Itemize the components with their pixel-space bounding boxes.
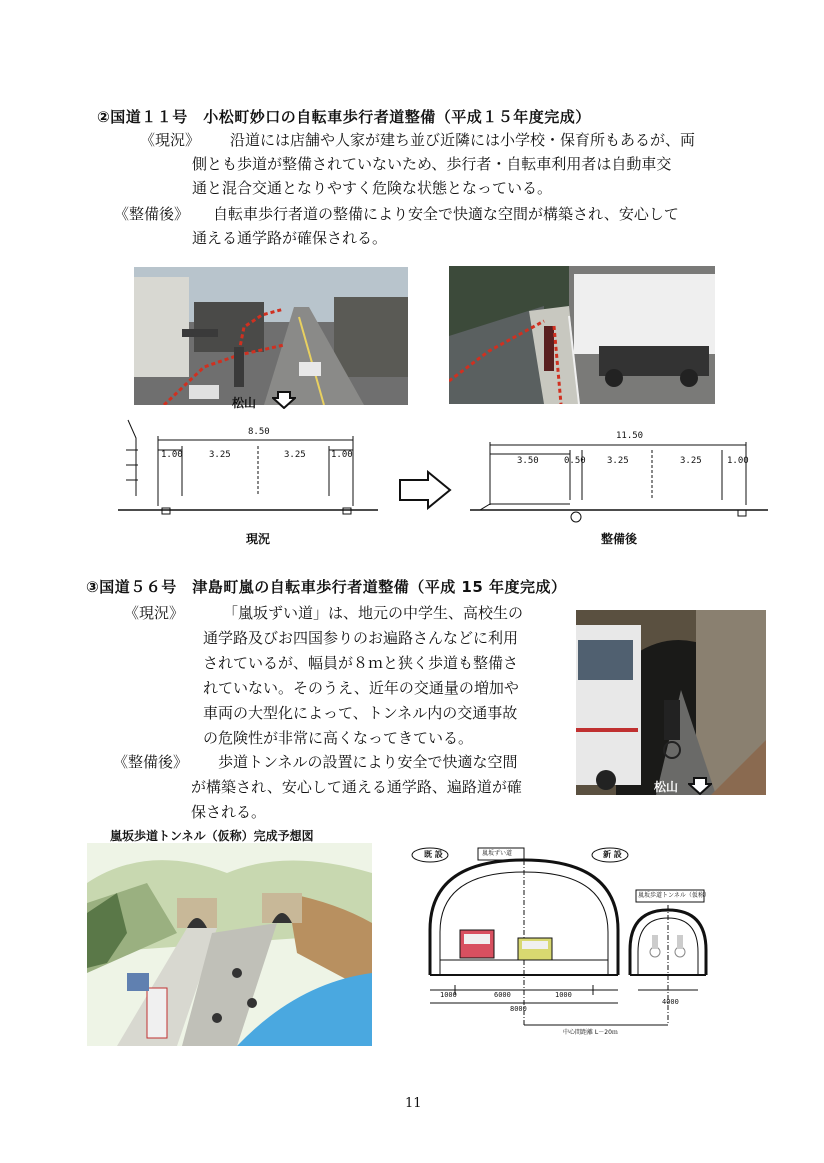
section2-current-line1: 沿道には店舗や人家が建ち並び近隣には小学校・保育所もあるが、両: [230, 131, 696, 149]
center-distance: 中心間距離 L－20ｍ: [563, 1029, 618, 1036]
section3-after-line2: が構築され、安心して通える通学路、遍路道が確: [191, 778, 522, 796]
section3-title: ③国道５６号 津島町嵐の自転車歩行者道整備（平成 15 年度完成）: [86, 578, 567, 596]
section3-current-line1: 「嵐坂ずい道」は、地元の中学生、高校生の: [223, 604, 524, 622]
current-width-4: 1.00: [331, 450, 353, 460]
section2-after-label: 《整備後》: [114, 205, 190, 223]
after-width-1: 3.50: [517, 456, 539, 466]
tunnel-illustration: [87, 843, 372, 1046]
existing-total: 8000: [510, 1005, 527, 1013]
page-number: 11: [405, 1096, 422, 1111]
existing-dim-1: 1000: [440, 991, 457, 999]
tunnel-cross-section-diagram: [400, 840, 735, 1045]
current-width-3: 3.25: [284, 450, 306, 460]
existing-dim-2: 6000: [494, 991, 511, 999]
after-road-photo: [449, 266, 715, 404]
after-width-4: 3.25: [680, 456, 702, 466]
section3-current-line3: されているが、幅員が８ｍと狭く歩道も整備さ: [203, 654, 519, 672]
existing-tunnel-name: 嵐坂ずい道: [482, 850, 513, 857]
after-cross-section-diagram: [470, 430, 770, 530]
direction-label-1: 松山: [232, 396, 257, 410]
section2-current-label: 《現況》: [140, 131, 201, 149]
current-width-2: 3.25: [209, 450, 231, 460]
section2-after-line1: 自転車歩行者道の整備により安全で快適な空間が構築され、安心して: [213, 205, 679, 223]
after-width-3: 3.25: [607, 456, 629, 466]
tunnel-photo: [576, 610, 766, 795]
section3-current-label: 《現況》: [124, 604, 185, 622]
after-width-5: 1.00: [727, 456, 749, 466]
section3-current-line5: 車両の大型化によって、トンネル内の交通事故: [203, 704, 518, 722]
section2-current-line3: 通と混合交通となりやすく危険な状態となっている。: [192, 179, 553, 197]
section3-after-line1: 歩道トンネルの設置により安全で快適な空間: [218, 753, 518, 771]
section3-after-label: 《整備後》: [113, 753, 189, 771]
arrow-down-icon-2: [688, 777, 712, 799]
existing-dim-3: 1000: [555, 991, 572, 999]
section2-title: ②国道１１号 小松町妙口の自転車歩行者道整備（平成１５年度完成）: [97, 108, 591, 126]
section3-current-line6: の危険性が非常に高くなってきている。: [203, 729, 474, 747]
section3-current-line4: れていない。そのうえ、近年の交通量の増加や: [203, 679, 519, 697]
section2-after-line2: 通える通学路が確保される。: [192, 229, 388, 247]
new-dim: 4000: [662, 998, 679, 1006]
section3-current-line2: 通学路及びお四国参りのお遍路さんなどに利用: [203, 629, 519, 647]
after-total-width: 11.50: [616, 431, 644, 441]
current-road-photo: [134, 267, 408, 405]
new-tunnel-name: 嵐坂歩道トンネル（仮称）: [638, 892, 710, 899]
new-label: 新 設: [603, 850, 622, 859]
current-total-width: 8.50: [248, 427, 270, 437]
current-width-1: 1.00: [161, 450, 183, 460]
current-caption: 現況: [246, 532, 271, 546]
after-width-2: 0.50: [564, 456, 586, 466]
section2-current-line2: 側とも歩道が整備されていないため、歩行者・自転車利用者は自動車交: [192, 155, 672, 173]
illustration-title: 嵐坂歩道トンネル（仮称）完成予想図: [110, 829, 314, 843]
direction-label-2: 松山: [654, 780, 679, 794]
arrow-right-icon: [398, 470, 452, 510]
existing-label: 既 設: [424, 850, 443, 859]
section3-after-line3: 保される。: [191, 803, 267, 821]
after-caption: 整備後: [601, 532, 638, 546]
